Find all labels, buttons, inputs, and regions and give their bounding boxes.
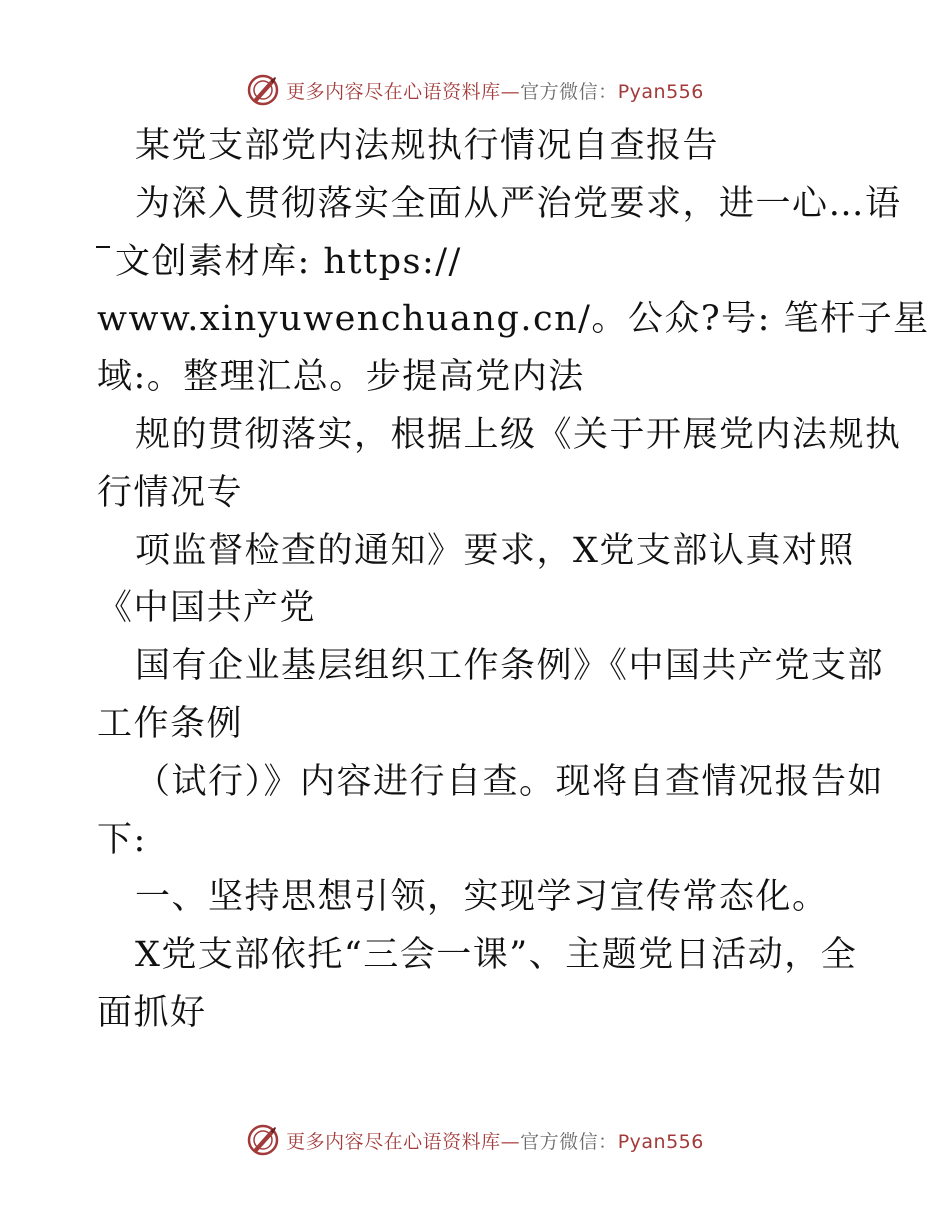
paragraph-line: （试行）》内容进行自查。现将自查情况报告如: [135, 761, 885, 802]
paragraph-line: X党支部依托“三会一课”、主题党日活动，全: [135, 935, 858, 976]
banner-dash: —: [500, 1130, 521, 1153]
banner-text: [286, 77, 704, 104]
pen-logo-icon: [246, 1123, 280, 1157]
banner-main-text: 更多内容尽在心语资料库: [286, 1130, 501, 1153]
paragraph-line: 工作条例: [97, 703, 244, 744]
paragraph-line: 行情况专: [97, 472, 244, 513]
header-watermark-banner: [0, 70, 950, 110]
document-title: 某党支部党内法规执行情况自查报告: [135, 126, 720, 166]
banner-official-label: 官方微信：: [520, 1130, 618, 1153]
paragraph-line: 规的贯彻落实，根据上级《关于开展党内法规执: [135, 414, 902, 455]
paragraph-line: 项监督检查的通知》要求，X党支部认真对照: [135, 530, 855, 571]
paragraph-line: 面抓好: [97, 992, 207, 1033]
section-heading: 一、坚持思想引领，实现学习宣传常态化。: [135, 877, 829, 918]
paragraph-line: 国有企业基层组织工作条例》《中国共产党支部: [135, 646, 885, 687]
footer-watermark-banner: [0, 1120, 950, 1160]
banner-wechat-id: Pyan556: [617, 80, 704, 103]
paragraph-line: 《中国共产党: [97, 588, 317, 629]
banner-wechat-id: Pyan556: [617, 1130, 704, 1153]
banner-main-text: 更多内容尽在心语资料库: [286, 80, 501, 103]
paragraph-line: 域:。整理汇总。步提高党内法: [97, 357, 585, 398]
paragraph-line: [97, 234, 867, 292]
paragraph-line: 为深入贯彻落实全面从严治党要求，进一心…语: [135, 183, 902, 224]
banner-text: [286, 1127, 704, 1154]
banner-dash: —: [500, 80, 521, 103]
paragraph-line: 下:: [97, 819, 147, 860]
paragraph-line: www.xinyuwenchuang.cn/。公众?号: 笔杆子星: [97, 299, 930, 340]
paragraph-line-text: 文创素材库: https://: [115, 241, 462, 282]
document-body: [97, 118, 930, 1043]
banner-official-label: 官方微信：: [520, 80, 618, 103]
pen-logo-icon: [246, 73, 280, 107]
